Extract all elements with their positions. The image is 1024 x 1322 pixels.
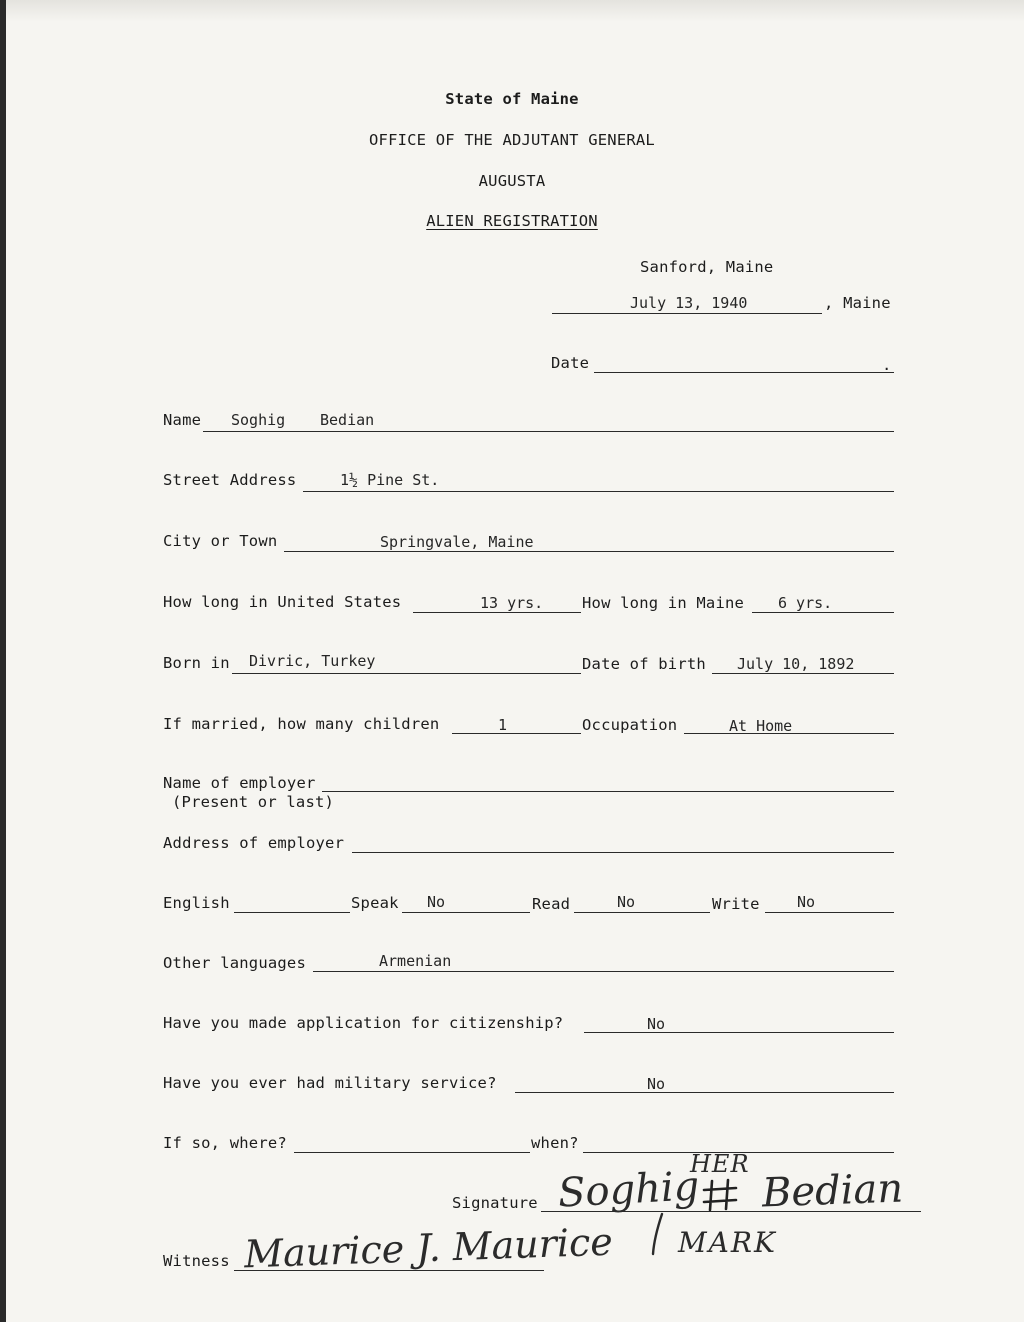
name-line[interactable] [203,431,894,432]
speak-line[interactable] [402,912,530,913]
other-languages-line[interactable] [313,971,894,972]
witness-signature: Maurice J. Maurice [243,1219,614,1277]
dated-line [552,313,822,314]
read-label: Read [532,895,571,913]
maine-duration-label: How long in Maine [582,594,745,612]
occupation-label: Occupation [582,716,678,734]
us-duration-value: 13 yrs. [480,594,544,612]
service-where-line[interactable] [294,1152,530,1153]
location-place: Sanford, Maine [640,258,774,276]
service-where-label: If so, where? [163,1134,287,1152]
children-value: 1 [498,716,508,734]
date-end-mark: . [882,356,892,374]
name-label: Name [163,411,202,429]
citizenship-value: No [647,1015,666,1033]
witness-label: Witness [163,1252,230,1270]
read-value: No [617,893,636,911]
children-label: If married, how many children [163,715,440,733]
maine-duration-value: 6 yrs. [778,594,833,612]
write-value: No [797,893,816,911]
signature-label: Signature [452,1194,538,1212]
speak-value: No [427,893,446,911]
scan-edge-left [0,0,6,1322]
born-label: Born in [163,654,230,672]
employer-name-sublabel: (Present or last) [172,793,335,811]
dob-label: Date of birth [582,655,706,673]
date-label: Date [551,354,590,372]
citizenship-line[interactable] [584,1032,894,1033]
us-duration-label: How long in United States [163,593,402,611]
employer-address-line[interactable] [352,852,894,853]
signature-mark: MARK [678,1226,777,1259]
english-line[interactable] [234,912,350,913]
children-line[interactable] [452,733,581,734]
name-last-value: Bedian [320,411,375,429]
born-value: Divric, Turkey [249,652,376,670]
header-state: State of Maine [445,90,579,108]
form-title: ALIEN REGISTRATION [426,212,598,230]
employer-name-label: Name of employer [163,774,316,792]
dob-value: July 10, 1892 [737,655,855,673]
signature-stroke-icon [648,1212,668,1258]
city-town-line[interactable] [284,551,894,552]
dob-line[interactable] [712,673,894,674]
write-line[interactable] [765,912,894,913]
street-label: Street Address [163,471,297,489]
signature-first: Soghig [556,1163,701,1217]
other-languages-value: Armenian [379,952,452,970]
maine-duration-line[interactable] [752,612,894,613]
occupation-value: At Home [729,717,793,735]
dated-value: July 13, 1940 [630,294,748,312]
signature-last: Bedian [761,1165,904,1217]
city-town-label: City or Town [163,532,278,550]
city-town-value: Springvale, Maine [380,533,534,551]
born-line[interactable] [232,673,581,674]
military-label: Have you ever had military service? [163,1074,497,1092]
signature-her: HER [690,1150,750,1178]
write-label: Write [712,895,760,913]
service-when-label: when? [531,1134,579,1152]
signature-cross-mark-icon [700,1178,740,1212]
dated-state: , Maine [824,294,891,312]
employer-name-line[interactable] [322,791,894,792]
citizenship-label: Have you made application for citizenship? [163,1014,564,1032]
employer-address-label: Address of employer [163,834,345,852]
speak-label: Speak [351,894,399,912]
header-city: AUGUSTA [478,172,546,190]
street-value: 1½ Pine St. [340,471,440,489]
other-languages-label: Other languages [163,954,306,972]
us-duration-line[interactable] [413,612,581,613]
date-line[interactable] [594,372,894,373]
english-label: English [163,894,230,912]
street-line[interactable] [303,491,894,492]
header-office: OFFICE OF THE ADJUTANT GENERAL [369,131,655,149]
read-line[interactable] [574,912,710,913]
military-value: No [647,1075,666,1093]
name-first-value: Soghig [231,411,286,429]
scan-edge-top [0,0,1024,22]
military-line[interactable] [515,1092,894,1093]
